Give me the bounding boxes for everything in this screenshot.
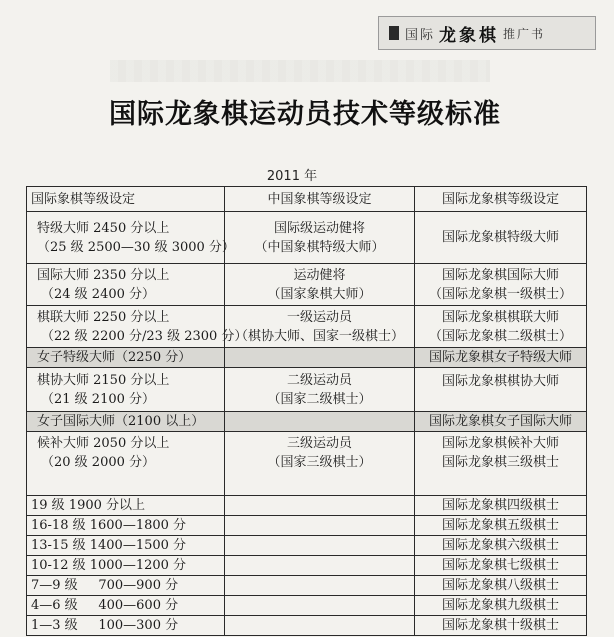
cell-chinese-chess xyxy=(225,496,415,516)
cell-international-chess: 16-18 级 1600—1800 分 xyxy=(27,516,225,536)
cell-chinese-chess xyxy=(225,368,415,412)
table-row xyxy=(27,348,587,368)
table-row xyxy=(27,264,587,306)
cell-line: 一级运动员 xyxy=(286,309,352,325)
cell-international-chess xyxy=(27,212,235,264)
cell-dragon-chess: 国际龙象棋六级棋士 xyxy=(415,536,587,556)
table-row xyxy=(27,212,587,264)
cell-line: 国际级运动健将 xyxy=(273,220,365,236)
cell-line: （20 级 2000 分） xyxy=(41,455,156,470)
cell-international-chess xyxy=(27,412,225,432)
cell-line: 国际龙象棋棋协大师 xyxy=(441,374,559,389)
cell-chinese-chess xyxy=(225,556,415,576)
header-chinese-chess: 中国象棋等级设定 xyxy=(225,187,415,212)
year-label: 2011 年 xyxy=(266,169,318,184)
cell-chinese-chess xyxy=(225,516,415,536)
cell-dragon-chess: 国际龙象棋八级棋士 xyxy=(415,576,587,596)
cell-dragon-chess xyxy=(415,212,587,264)
cell-line: （中国象棋特级大师） xyxy=(254,239,385,255)
cell-dragon-chess xyxy=(415,412,587,432)
cell-line: 国际龙象棋国际大师 xyxy=(441,267,559,283)
cell-international-chess xyxy=(27,432,225,496)
cell-dragon-chess xyxy=(415,432,587,496)
banner-text-3: 推广书 xyxy=(503,26,546,41)
cell-line: 特级大师 2450 分以上 xyxy=(37,220,170,236)
cell-line: 国际大师 2350 分以上 xyxy=(37,267,170,283)
cell-chinese-chess xyxy=(225,616,415,636)
cell-international-chess xyxy=(27,348,225,368)
cell-line: 二级运动员 xyxy=(286,372,352,388)
page-title: 国际龙象棋运动员技术等级标准 xyxy=(109,99,501,130)
cell-line: 国际龙象棋候补大师 xyxy=(441,436,559,451)
table-row xyxy=(27,496,587,516)
cell-line: （21 级 2100 分） xyxy=(41,391,156,407)
cell-chinese-chess xyxy=(225,432,415,496)
cell-line: 国际龙象棋女子特级大师 xyxy=(428,350,572,365)
cell-international-chess: 4—6 级 400—600 分 xyxy=(27,596,225,616)
cell-international-chess xyxy=(27,368,225,412)
cell-line: 国际龙象棋棋联大师 xyxy=(441,309,559,325)
cell-dragon-chess xyxy=(415,348,587,368)
cell-international-chess xyxy=(27,306,248,348)
cell-line: （国际龙象棋二级棋士） xyxy=(428,328,572,344)
cell-line: 女子特级大师（2250 分） xyxy=(37,350,192,365)
cell-line: 棋协大师 2150 分以上 xyxy=(37,372,170,388)
cell-international-chess xyxy=(27,264,225,306)
cell-line: 国际龙象棋特级大师 xyxy=(441,230,559,245)
cell-line: （棋协大师、国家一级棋士） xyxy=(234,328,404,344)
table-row xyxy=(27,536,587,556)
header-international-chess: 国际象棋等级设定 xyxy=(27,187,225,212)
table-row xyxy=(27,576,587,596)
cell-line: （国家象棋大师） xyxy=(267,286,372,302)
cell-line: 三级运动员 xyxy=(286,436,352,451)
cell-dragon-chess xyxy=(415,306,587,348)
cell-dragon-chess: 国际龙象棋五级棋士 xyxy=(415,516,587,536)
banner-text-1: 国际 xyxy=(405,27,436,43)
table-row xyxy=(27,616,587,636)
cell-international-chess: 7—9 级 700—900 分 xyxy=(27,576,225,596)
cell-international-chess: 1—3 级 100—300 分 xyxy=(27,616,225,636)
cell-chinese-chess xyxy=(225,576,415,596)
table-row xyxy=(27,412,587,432)
cell-line: （国家二级棋士） xyxy=(267,391,372,407)
bleed-through-shadow xyxy=(110,60,490,82)
cell-chinese-chess xyxy=(225,536,415,556)
cell-chinese-chess xyxy=(225,596,415,616)
cell-chinese-chess xyxy=(225,212,415,264)
cell-line: 运动健将 xyxy=(293,267,346,283)
cell-international-chess: 19 级 1900 分以上 xyxy=(27,496,225,516)
cell-dragon-chess xyxy=(415,368,587,412)
cell-line: （22 级 2200 分/23 级 2300 分） xyxy=(41,328,248,344)
cell-line: （国家三级棋士） xyxy=(267,455,372,470)
cell-chinese-chess xyxy=(225,348,415,368)
table-row xyxy=(27,306,587,348)
table-header-row xyxy=(27,187,587,212)
table-row xyxy=(27,368,587,412)
cell-line: 棋联大师 2250 分以上 xyxy=(37,309,170,325)
cell-dragon-chess: 国际龙象棋十级棋士 xyxy=(415,616,587,636)
book-series-banner xyxy=(378,16,596,50)
cell-international-chess: 10-12 级 1000—1200 分 xyxy=(27,556,225,576)
cell-line: 女子国际大师（2100 以上） xyxy=(37,414,205,429)
grading-standards-table xyxy=(26,186,587,636)
cell-line: 国际龙象棋女子国际大师 xyxy=(428,414,572,429)
cell-dragon-chess xyxy=(415,264,587,306)
cell-line: 国际龙象棋三级棋士 xyxy=(441,455,559,470)
table-row xyxy=(27,516,587,536)
cell-line: （国际龙象棋一级棋士） xyxy=(428,286,572,302)
cell-dragon-chess: 国际龙象棋四级棋士 xyxy=(415,496,587,516)
cell-chinese-chess xyxy=(225,264,415,306)
cell-dragon-chess: 国际龙象棋七级棋士 xyxy=(415,556,587,576)
banner-text-2: 龙象棋 xyxy=(439,25,500,46)
cell-chinese-chess xyxy=(225,412,415,432)
cell-line: （24 级 2400 分） xyxy=(41,286,156,302)
table-row xyxy=(27,556,587,576)
cell-chinese-chess xyxy=(225,306,415,348)
header-dragon-chess: 国际龙象棋等级设定 xyxy=(415,187,587,212)
banner-square-mark xyxy=(389,26,399,40)
table-row xyxy=(27,432,587,496)
cell-international-chess: 13-15 级 1400—1500 分 xyxy=(27,536,225,556)
cell-line: 候补大师 2050 分以上 xyxy=(37,436,170,451)
cell-line: （25 级 2500—30 级 3000 分） xyxy=(37,239,235,255)
table-row xyxy=(27,596,587,616)
cell-dragon-chess: 国际龙象棋九级棋士 xyxy=(415,596,587,616)
